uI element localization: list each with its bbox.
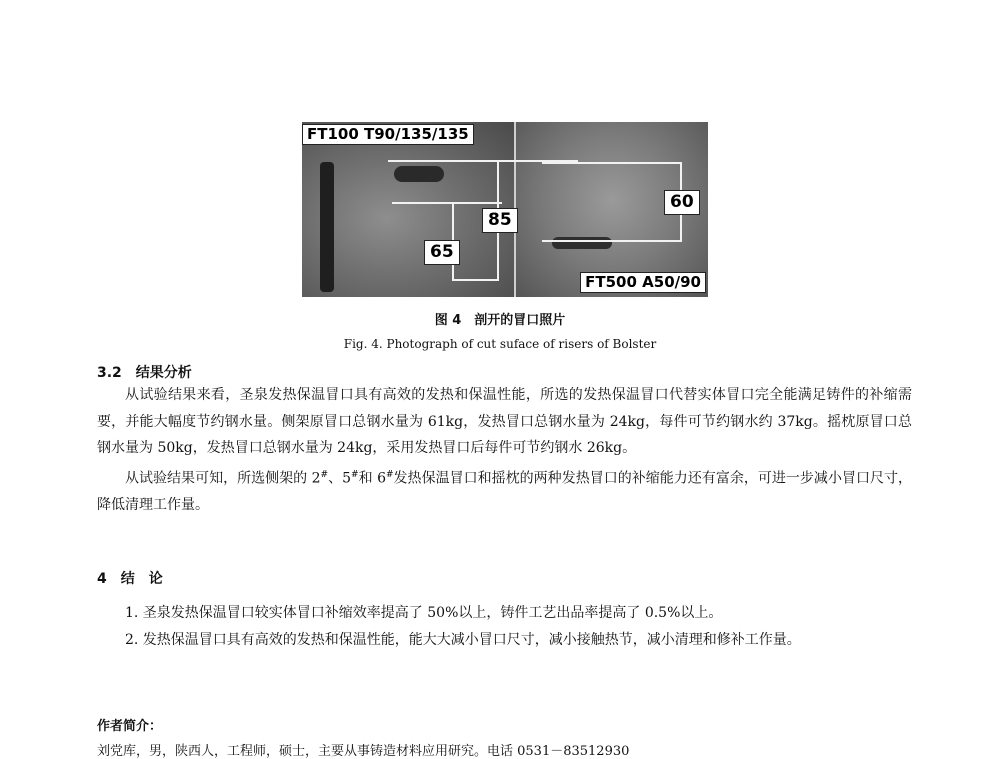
dim-line-60-top: [542, 162, 682, 164]
para2-sup-2: #: [351, 469, 359, 480]
dimension-85: 85: [482, 208, 518, 233]
dim-line-65-top: [392, 202, 502, 204]
author-bio-text: 刘党库，男，陕西人，工程师，硕士，主要从事铸造材料应用研究。电话 0531－83512930: [97, 744, 630, 759]
conclusion-item-2: 2. 发热保温冒口具有高效的发热和保温性能，能大大减小冒口尺寸，减小接触热节，减小清理和修补工作量。: [125, 631, 801, 648]
shrinkage-cavity: [394, 166, 444, 182]
shrinkage-edge: [320, 162, 334, 292]
para2-part-b: 、5: [328, 470, 352, 487]
para2-sup-3: #: [385, 469, 394, 480]
section-3-2-body: [97, 382, 912, 518]
figure-caption-english: Fig. 4. Photograph of cut suface of risers of Bolster: [343, 337, 657, 351]
conclusion-list: [97, 600, 912, 653]
conclusion-item-1: 1. 圣泉发热保温冒口较实体冒口补缩效率提高了 50%以上，铸件工艺出品率提高了 0.5%以上。: [125, 605, 723, 621]
paragraph-results: 从试验结果来看，圣泉发热保温冒口具有高效的发热和保温性能，所选的发热保温冒口代替实体冒口完全能满足铸件的补缩需要，并能大幅度节约钢水量。侧架原冒口总钢水量为 61kg，发热冒口总钢水量为 24kg，每件可节约钢水约 37kg。摇枕原冒口总钢水量为 50kg，发热冒口总钢水量为 24kg，采用发热冒口后每件可节约钢水 26kg。: [97, 387, 912, 456]
paragraph-conclusion-capacity: [97, 462, 912, 519]
riser-spec-left: FT100 T90/135/135: [302, 124, 474, 145]
shrinkage-cavity-right: [552, 237, 612, 249]
section-heading-4: 4 结 论: [97, 571, 163, 587]
para2-part-d: 发热保温冒口和摇枕的两种发热冒口的补缩能力还有富余，可进一步减小冒口尺寸，降低清理工作量。: [97, 470, 913, 513]
figure-caption-chinese: 图 4 剖开的冒口照片: [434, 313, 566, 328]
para2-part-c: 和 6: [358, 470, 386, 487]
dim-line-bottom: [452, 279, 499, 281]
riser-spec-right: FT500 A50/90: [580, 272, 706, 293]
dimension-65: 65: [424, 240, 460, 265]
riser-photo-figure: [302, 122, 708, 297]
para2-sup-1: #: [320, 469, 329, 480]
author-bio-title: 作者简介：: [97, 719, 163, 734]
para2-part-a: 从试验结果可知，所选侧架的 2: [125, 470, 321, 487]
dimension-60: 60: [664, 190, 700, 215]
dim-line-60-bottom: [542, 240, 682, 242]
section-heading-3-2: 3.2 结果分析: [97, 365, 192, 381]
